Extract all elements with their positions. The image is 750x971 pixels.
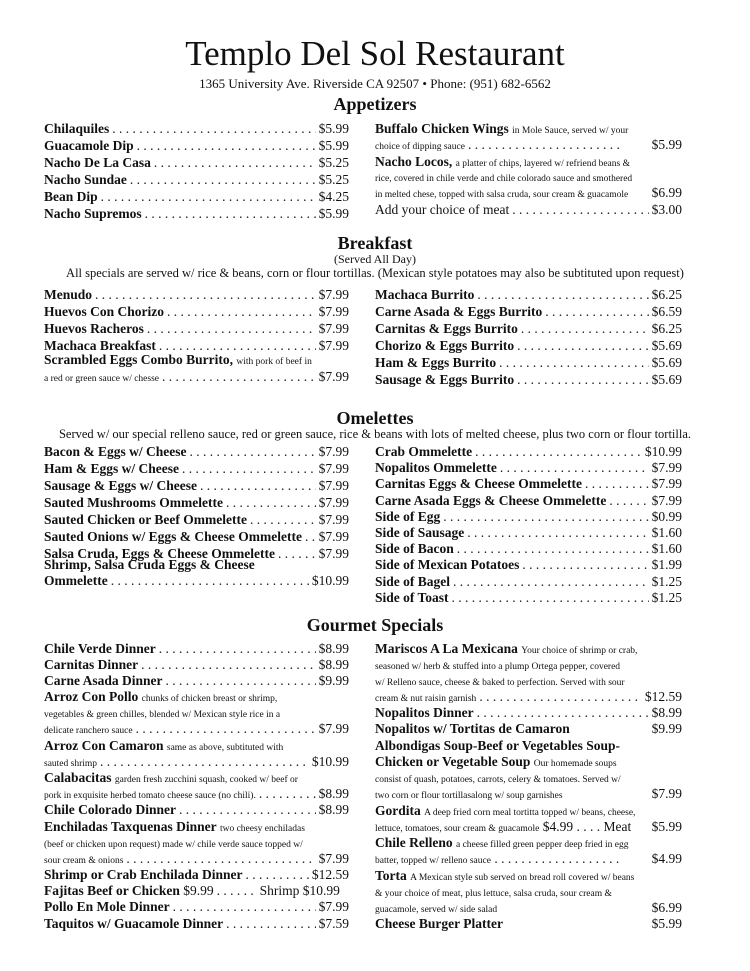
omelettes-note: Served w/ our special relleno sauce, red or green sauce, rice & beans with lots of melted cheese, plus two corn or flour tortilla. (58, 427, 692, 441)
menu-item: Fajitas Beef or Chicken $9.99 . . . Shrimp $10.99 (44, 882, 349, 899)
menu-item (375, 303, 682, 320)
restaurant-address: 1365 University Ave. Riverside CA 92507 • Phone: (951) 682-6562 (199, 76, 551, 91)
dot-leader (226, 494, 316, 511)
menu-item (44, 443, 349, 460)
menu-item-name: Carne Asada Eggs & Cheese Ommelette (375, 492, 607, 508)
menu-item-price: $7.99 (318, 478, 349, 493)
menu-item-name: Pollo En Mole Dinner (44, 899, 170, 914)
menu-item-price: $5.99 (318, 206, 349, 221)
menu-item (44, 137, 349, 154)
menu-item (44, 303, 349, 320)
dot-leader (101, 188, 316, 205)
menu-item: sauted shrimp . . . $10.99 (44, 753, 349, 770)
dot-leader (443, 508, 648, 525)
menu-item: Mariscos A La Mexicana Your choice of shrimp or crab, (375, 641, 638, 656)
menu-item-price: $5.25 (318, 155, 349, 170)
dot-leader (95, 286, 316, 303)
menu-item: Enchiladas Taxquenas Dinner two cheesy enchiladas (44, 819, 305, 834)
menu-item (44, 866, 349, 883)
menu-item-price: $8.99 (318, 657, 349, 672)
dot-leader (173, 898, 316, 915)
menu-item (44, 656, 349, 673)
menu-item-name: Huevos Con Chorizo (44, 304, 165, 319)
omelettes-heading: Omelettes (336, 408, 414, 428)
menu-item: delicate ranchero sauce . . . $7.99 (44, 720, 349, 737)
menu-desc: (beef or chicken upon request) made w/ chile verde sauce topped w/ (44, 840, 303, 850)
menu-item-name: Machaca Breakfast (44, 338, 156, 353)
menu-item (375, 475, 682, 492)
menu-item-price: $7.99 (651, 476, 682, 492)
menu-item (44, 320, 349, 337)
menu-item (44, 188, 349, 205)
menu-price: $7.99 (651, 786, 682, 801)
menu-item-price: $5.25 (318, 172, 349, 187)
breakfast-note: All specials are served w/ rice & beans, corn or flour tortillas. (Mexican style potatoes may also be subtituted upon request) (66, 266, 684, 280)
menu-item (375, 286, 682, 303)
menu-item-name: Chile Verde Dinner (44, 641, 156, 656)
menu-item-name: Shrimp or Crab Enchilada Dinner (44, 867, 243, 882)
menu-item-name: Guacamole Dip (44, 138, 134, 153)
menu-item-price: $7.99 (318, 512, 349, 527)
menu-item: a red or green sauce w/ chesse . . . $7.99 (44, 368, 349, 385)
menu-item-name: Ham & Eggs w/ Cheese (44, 461, 179, 476)
menu-item-name: Ham & Eggs Burrito (375, 355, 497, 370)
menu-item-price: $1.25 (651, 589, 682, 605)
menu-item: lettuce, tomatoes, sour cream & guacamole $4.99 . . . . Meat (375, 819, 632, 834)
dot-leader (159, 640, 316, 657)
menu-item-name: Sauted Mushrooms Ommelette (44, 495, 223, 510)
menu-item (375, 540, 682, 557)
dot-leader (278, 545, 316, 562)
menu-item-price: $5.99 (318, 138, 349, 153)
appetizers-heading: Appetizers (333, 94, 417, 114)
menu-desc: seasoned w/ herb & stuffed into a plump Ortega pepper, covered (375, 662, 621, 672)
menu-item-name: Carnitas Dinner (44, 657, 139, 672)
menu-item-price: $7.99 (318, 304, 349, 319)
dot-leader (250, 511, 316, 528)
menu-item-price: $9.99 (318, 673, 349, 688)
dot-leader (453, 573, 649, 590)
menu-item-name: Salsa Cruda, Eggs & Cheese Ommelette (44, 546, 275, 561)
menu-item (375, 320, 682, 337)
dot-leader (130, 171, 316, 188)
menu-item-price: $7.99 (318, 546, 349, 561)
menu-desc: in melted chese, topped with salsa cruda, sour cream & guacamole (375, 190, 629, 200)
menu-item: Arroz Con Camaron same as above, subtituted with (44, 738, 284, 753)
menu-item-price: $0.99 (651, 508, 682, 524)
menu-item-name: Carnitas & Eggs Burrito (375, 321, 518, 336)
menu-desc: two corn or flour tortillasalong w/ soup garnishes (375, 791, 563, 801)
menu-item-price: $7.99 (318, 287, 349, 302)
menu-item-price: $5.69 (651, 338, 682, 353)
dot-leader (609, 492, 648, 509)
dot-leader (517, 337, 649, 354)
menu-item-name: Huevos Racheros (44, 321, 144, 336)
menu-item: Nopalitos w/ Tortitas de Camaron $9.99 (375, 721, 682, 736)
menu-item (44, 511, 349, 528)
menu-item-name: Side of Bacon (375, 541, 454, 557)
menu-item-name: Nacho Supremos (44, 206, 142, 221)
menu-item (44, 120, 349, 137)
menu-item-name: Sauted Onions w/ Eggs & Cheese Ommelette (44, 529, 302, 544)
dot-leader (147, 320, 316, 337)
menu-item-price: $5.99 (318, 121, 349, 136)
dot-leader (246, 866, 309, 883)
menu-item-price: $5.69 (651, 355, 682, 370)
menu-item (375, 492, 682, 509)
menu-item: Albondigas Soup-Beef or Vegetables Soup- (375, 738, 621, 753)
menu-price: $5.99 (651, 819, 682, 834)
menu-item-price: $1.60 (651, 541, 682, 557)
menu-item-price: $7.99 (318, 461, 349, 476)
menu-item (375, 508, 682, 525)
menu-item-name: Chorizo & Eggs Burrito (375, 338, 515, 353)
dot-leader (166, 672, 316, 689)
menu-item (375, 524, 682, 541)
menu-item-name: Sauted Chicken or Beef Ommelette (44, 512, 247, 527)
dot-leader (500, 459, 649, 476)
menu-item-name: Menudo (44, 287, 93, 302)
menu-item-price: $7.99 (318, 495, 349, 510)
menu-item: Arroz Con Pollo chunks of chicken breast or shrimp, (44, 689, 278, 704)
restaurant-title: Templo Del Sol Restaurant (185, 34, 565, 73)
dot-leader (167, 303, 316, 320)
menu-item-name: Crab Ommelette (375, 444, 473, 459)
gourmet-heading: Gourmet Specials (306, 615, 444, 635)
menu-desc: guacamole, served w/ side salad (375, 905, 498, 915)
menu-price: $6.99 (651, 185, 682, 200)
menu-item (44, 171, 349, 188)
menu-item-price: $10.99 (644, 444, 682, 459)
dot-leader (145, 205, 316, 222)
menu-item: sour cream & onions . . . $7.99 (44, 850, 349, 867)
menu-item-price: $1.60 (651, 525, 682, 540)
menu-desc: batter, topped w/ relleno sauce . . . . . . . . . . . . . . . . . . . (375, 851, 620, 866)
menu-item-name: Side of Bagel (375, 573, 451, 589)
menu-item-price: $7.59 (318, 915, 349, 931)
menu-item-price: $7.99 (651, 492, 682, 508)
menu-desc: & your choice of meat, plus lettuce, salsa cruda, sour cream & (375, 889, 612, 899)
menu-item-price: $7.99 (318, 899, 349, 914)
menu-item-name: Carne Asada Dinner (44, 673, 163, 688)
menu-item: Shrimp, Salsa Cruda Eggs & Cheese (44, 557, 255, 572)
menu-item-price: $7.99 (318, 529, 349, 544)
menu-item (44, 640, 349, 657)
dot-leader (141, 656, 316, 673)
dot-leader (517, 371, 648, 388)
menu-item (375, 459, 682, 476)
menu-item (375, 573, 682, 590)
menu-item-name: Nopalitos Ommelette (375, 460, 497, 476)
dot-leader (477, 286, 648, 303)
menu-price: $6.99 (651, 900, 682, 915)
menu-item-name: Carnitas Eggs & Cheese Ommelette (375, 476, 582, 492)
menu-item: cream & nut raisin garnish . . . $12.59 (375, 688, 682, 705)
menu-item: choice of dipping sauce . . . (375, 136, 625, 153)
menu-desc: w/ Relleno sauce, cheese & baked to perfection. Served with sour (375, 678, 625, 688)
dot-leader (305, 528, 316, 545)
menu-item: Cheese Burger Platter $5.99 (375, 916, 682, 931)
menu-item-name: Carne Asada & Eggs Burrito (375, 304, 543, 319)
dot-leader (457, 540, 649, 557)
menu-item (44, 528, 349, 545)
menu-item-name: Bacon & Eggs w/ Cheese (44, 444, 187, 459)
menu-item (44, 286, 349, 303)
menu-item (44, 915, 349, 932)
menu-item-price: $7.99 (318, 444, 349, 459)
menu-item-price: $12.59 (311, 867, 349, 882)
menu-item: Calabacitas garden fresh zucchini squash, cooked w/ beef or (44, 770, 298, 785)
menu-item (375, 371, 682, 388)
menu-item-name: Taquitos w/ Guacamole Dinner (44, 915, 224, 931)
breakfast-heading: Breakfast (337, 233, 413, 253)
breakfast-subheading: (Served All Day) (334, 252, 416, 266)
menu-item (375, 556, 682, 573)
menu-item: Buffalo Chicken Wings in Mole Sauce, served w/ your (375, 121, 629, 136)
menu-item: Chicken or Vegetable Soup Our homemade soups (375, 754, 617, 769)
menu-item (375, 354, 682, 371)
menu-item (44, 154, 349, 171)
menu-item-name: Nacho De La Casa (44, 155, 151, 170)
dot-leader (182, 460, 316, 477)
dot-leader (154, 154, 316, 171)
menu-item-name: Side of Toast (375, 589, 449, 605)
menu-item-price: $6.25 (651, 321, 682, 336)
menu-item (44, 477, 349, 494)
dot-leader (452, 589, 649, 606)
menu-item-price: $1.25 (651, 573, 682, 589)
menu-item (44, 672, 349, 689)
menu-item: Scrambled Eggs Combo Burrito, with pork of beef in (44, 352, 312, 367)
menu-item: Torta A Mexican style sub served on bread roll covered w/ beans (375, 868, 635, 883)
menu-item-price: $6.25 (651, 287, 682, 302)
menu-item: Add your choice of meat . . . $3.00 (375, 201, 682, 218)
menu-item-price: $7.99 (318, 338, 349, 353)
dot-leader (137, 137, 316, 154)
dot-leader (190, 443, 316, 460)
menu-item-name: Sausage & Eggs w/ Cheese (44, 478, 198, 493)
dot-leader (200, 477, 316, 494)
menu-desc: rice, covered in chile verde and chile colorado sauce and smothered (375, 174, 633, 184)
menu-item-name: Sausage & Eggs Burrito (375, 372, 515, 387)
menu-item (375, 443, 682, 460)
menu-item: Ommelette . . . $10.99 (44, 572, 349, 589)
menu-item (375, 337, 682, 354)
menu-item (44, 460, 349, 477)
dot-leader (499, 354, 649, 371)
menu-item (375, 589, 682, 606)
menu-item-name: Nacho Sundae (44, 172, 127, 187)
dot-leader (467, 524, 648, 541)
menu-item-price: $5.69 (651, 372, 682, 387)
menu-item (44, 494, 349, 511)
menu-item-name: Bean Dip (44, 189, 98, 204)
menu-item: pork in exquisite herbed tomato cheese sauce (no chili). . . . $8.99 (44, 785, 349, 802)
dot-leader (112, 120, 315, 137)
menu-item-name: Side of Mexican Potatoes (375, 557, 520, 573)
dot-leader (545, 303, 648, 320)
dot-leader (475, 443, 642, 460)
menu-price: $5.99 (651, 137, 682, 152)
menu-price: $4.99 (651, 851, 682, 866)
menu-item-price: $1.99 (651, 557, 682, 573)
menu-item-price: $8.99 (318, 641, 349, 656)
menu-item-price: $7.99 (318, 321, 349, 336)
menu-item: Chile Relleno a cheese filled green pepper deep fried in egg (375, 835, 629, 850)
menu-item-name: Chilaquiles (44, 121, 110, 136)
menu-item: Chile Colorado Dinner . . . $8.99 (44, 801, 349, 818)
menu-item-name: Side of Sausage (375, 525, 465, 540)
menu-item: Gordita A deep fried corn meal tortitta topped w/ beans, cheese, (375, 803, 636, 818)
menu-item: Nacho Locos, a platter of chips, layered w/ refriend beans & (375, 154, 630, 169)
menu-item-name: Machaca Burrito (375, 287, 475, 302)
menu-item-price: $4.25 (318, 189, 349, 204)
menu-item-price: $6.59 (651, 304, 682, 319)
dot-leader (226, 915, 315, 932)
menu-item (44, 898, 349, 915)
dot-leader (522, 556, 648, 573)
menu-item-name: Side of Egg (375, 508, 441, 524)
menu-desc: vegetables & green chilles, blended w/ Mexican style rice in a (44, 710, 281, 720)
menu-desc: consist of quash, potatoes, carrots, celery & tomatoes. Served w/ (375, 775, 621, 785)
menu-item (44, 205, 349, 222)
dot-leader (585, 475, 649, 492)
menu-item: Nopalitos Dinner . . . $8.99 (375, 704, 682, 721)
dot-leader (521, 320, 649, 337)
menu-item-price: $7.99 (651, 460, 682, 476)
